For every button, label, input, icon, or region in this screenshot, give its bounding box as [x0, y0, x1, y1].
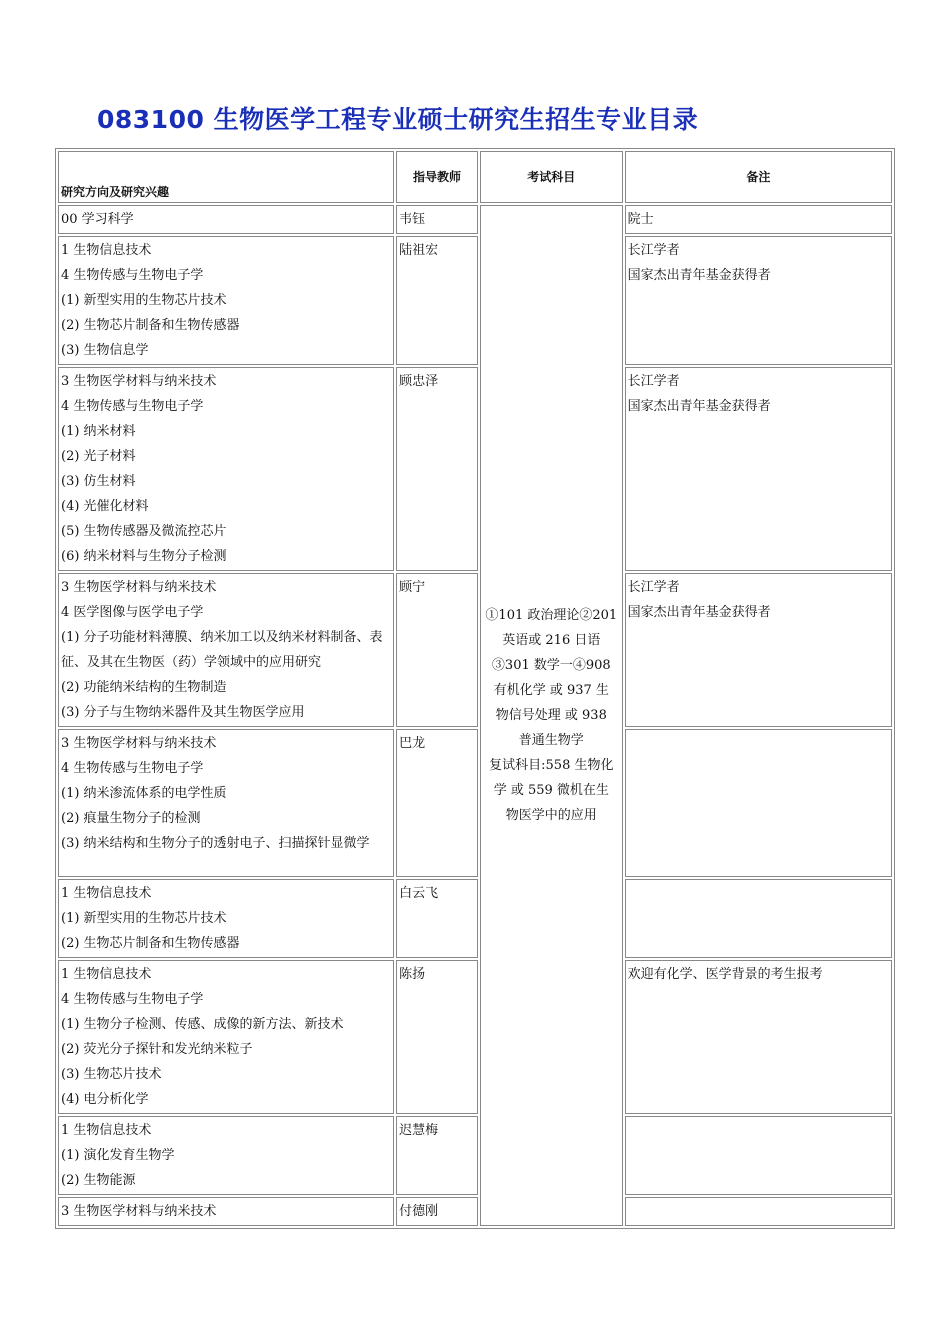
exam-line: 普通生物学 [518, 733, 584, 748]
direction-line: 3 生物医学材料与纳米技术 [61, 374, 217, 389]
remark-line: 长江学者 [627, 374, 680, 389]
remark-cell [625, 1197, 892, 1226]
remark-cell [625, 205, 892, 234]
direction-line: 3 生物医学材料与纳米技术 [61, 580, 217, 595]
remark-cell [625, 367, 892, 571]
remark-cell [625, 729, 892, 877]
direction-line: (6) 纳米材料与生物分子检测 [61, 549, 227, 564]
advisor-cell: 付德刚 [396, 1197, 478, 1226]
direction-cell [58, 573, 394, 727]
header-exam: 考试科目 [480, 151, 623, 203]
exam-line: 有机化学 或 937 生 [493, 683, 609, 698]
exam-line: 英语或 216 日语 [502, 633, 601, 648]
direction-line: (2) 生物能源 [61, 1173, 136, 1188]
direction-cell [58, 1116, 394, 1195]
exam-line: 物医学中的应用 [505, 808, 597, 823]
header-advisor: 指导教师 [396, 151, 478, 203]
direction-line: (1) 演化发育生物学 [61, 1148, 175, 1163]
table-row [58, 729, 892, 877]
direction-line: (2) 生物芯片制备和生物传感器 [61, 936, 240, 951]
direction-line: (1) 生物分子检测、传感、成像的新方法、新技术 [61, 1017, 344, 1032]
remark-cell [625, 879, 892, 958]
table-row [58, 1197, 892, 1226]
remark-line: 欢迎有化学、医学背景的考生报考 [627, 967, 823, 982]
direction-line: 3 生物医学材料与纳米技术 [61, 1204, 217, 1219]
direction-line: 1 生物信息技术 [61, 243, 152, 258]
advisor-cell: 陈扬 [396, 960, 478, 1114]
direction-line: (1) 新型实用的生物芯片技术 [61, 911, 227, 926]
advisor-cell: 韦钰 [396, 205, 478, 234]
remark-line: 长江学者 [627, 580, 680, 595]
direction-line: 1 生物信息技术 [61, 967, 152, 982]
direction-line: 4 生物传感与生物电子学 [61, 268, 204, 283]
direction-line: (4) 光催化材料 [61, 499, 149, 514]
direction-line: (3) 生物信息学 [61, 343, 149, 358]
table-row [58, 573, 892, 727]
remark-cell [625, 236, 892, 365]
direction-line: (1) 纳米材料 [61, 424, 136, 439]
remark-line: 国家杰出青年基金获得者 [627, 605, 771, 620]
direction-cell [58, 367, 394, 571]
direction-cell [58, 1197, 394, 1226]
direction-line: (2) 功能纳米结构的生物制造 [61, 680, 227, 695]
table-row [58, 236, 892, 365]
header-row [58, 151, 892, 203]
direction-line: 4 生物传感与生物电子学 [61, 761, 204, 776]
exam-line: ③301 数学一④908 [491, 658, 611, 673]
direction-line: 4 生物传感与生物电子学 [61, 399, 204, 414]
table-row [58, 367, 892, 571]
remark-line: 国家杰出青年基金获得者 [627, 399, 771, 414]
advisor-cell: 白云飞 [396, 879, 478, 958]
direction-line: (2) 光子材料 [61, 449, 136, 464]
direction-line: (4) 电分析化学 [61, 1092, 149, 1107]
exam-line: 学 或 559 微机在生 [493, 783, 609, 798]
remark-cell [625, 960, 892, 1114]
remark-cell [625, 1116, 892, 1195]
advisor-cell: 陆祖宏 [396, 236, 478, 365]
table-row [58, 960, 892, 1114]
direction-line: (3) 分子与生物纳米器件及其生物医学应用 [61, 705, 305, 720]
header-remark: 备注 [625, 151, 892, 203]
advisor-cell: 顾宁 [396, 573, 478, 727]
direction-cell [58, 960, 394, 1114]
direction-line: (1) 新型实用的生物芯片技术 [61, 293, 227, 308]
direction-cell [58, 879, 394, 958]
direction-line: (2) 荧光分子探针和发光纳米粒子 [61, 1042, 253, 1057]
direction-line: (3) 仿生材料 [61, 474, 136, 489]
direction-line: 1 生物信息技术 [61, 1123, 152, 1138]
advisor-cell: 顾忠泽 [396, 367, 478, 571]
direction-line: (3) 生物芯片技术 [61, 1067, 162, 1082]
direction-cell [58, 236, 394, 365]
direction-line: 1 生物信息技术 [61, 886, 152, 901]
direction-line: (3) 纳米结构和生物分子的透射电子、扫描探针显微学 [61, 836, 370, 851]
table-row [58, 1116, 892, 1195]
table-row [58, 879, 892, 958]
direction-line: (2) 痕量生物分子的检测 [61, 811, 201, 826]
page-title: 083100 生物医学工程专业硕士研究生招生专业目录 [97, 105, 699, 134]
exam-line: 复试科目:558 生物化 [489, 758, 614, 773]
remark-line: 长江学者 [627, 243, 680, 258]
direction-line: 3 生物医学材料与纳米技术 [61, 736, 217, 751]
remark-line: 院士 [627, 212, 654, 227]
direction-cell [58, 205, 394, 234]
advisor-cell: 巴龙 [396, 729, 478, 877]
exam-cell [480, 205, 623, 1226]
remark-cell [625, 573, 892, 727]
catalog-table [55, 148, 895, 1229]
direction-line: (2) 生物芯片制备和生物传感器 [61, 318, 240, 333]
header-direction: 研究方向及研究兴趣 [58, 151, 394, 203]
table-row [58, 205, 892, 234]
direction-line: 00 学习科学 [61, 212, 134, 227]
direction-line: (1) 纳米渗流体系的电学性质 [61, 786, 227, 801]
remark-line: 国家杰出青年基金获得者 [627, 268, 771, 283]
exam-line: 物信号处理 或 938 [495, 708, 607, 723]
direction-cell [58, 729, 394, 877]
direction-line: (5) 生物传感器及微流控芯片 [61, 524, 227, 539]
direction-line: (1) 分子功能材料薄膜、纳米加工以及纳米材料制备、表征、及其在生物医（药）学领域中的应用研究 [61, 630, 383, 670]
direction-line: 4 医学图像与医学电子学 [61, 605, 204, 620]
direction-line: 4 生物传感与生物电子学 [61, 992, 204, 1007]
exam-line: ①101 政治理论②201 [485, 608, 618, 623]
advisor-cell: 迟慧梅 [396, 1116, 478, 1195]
